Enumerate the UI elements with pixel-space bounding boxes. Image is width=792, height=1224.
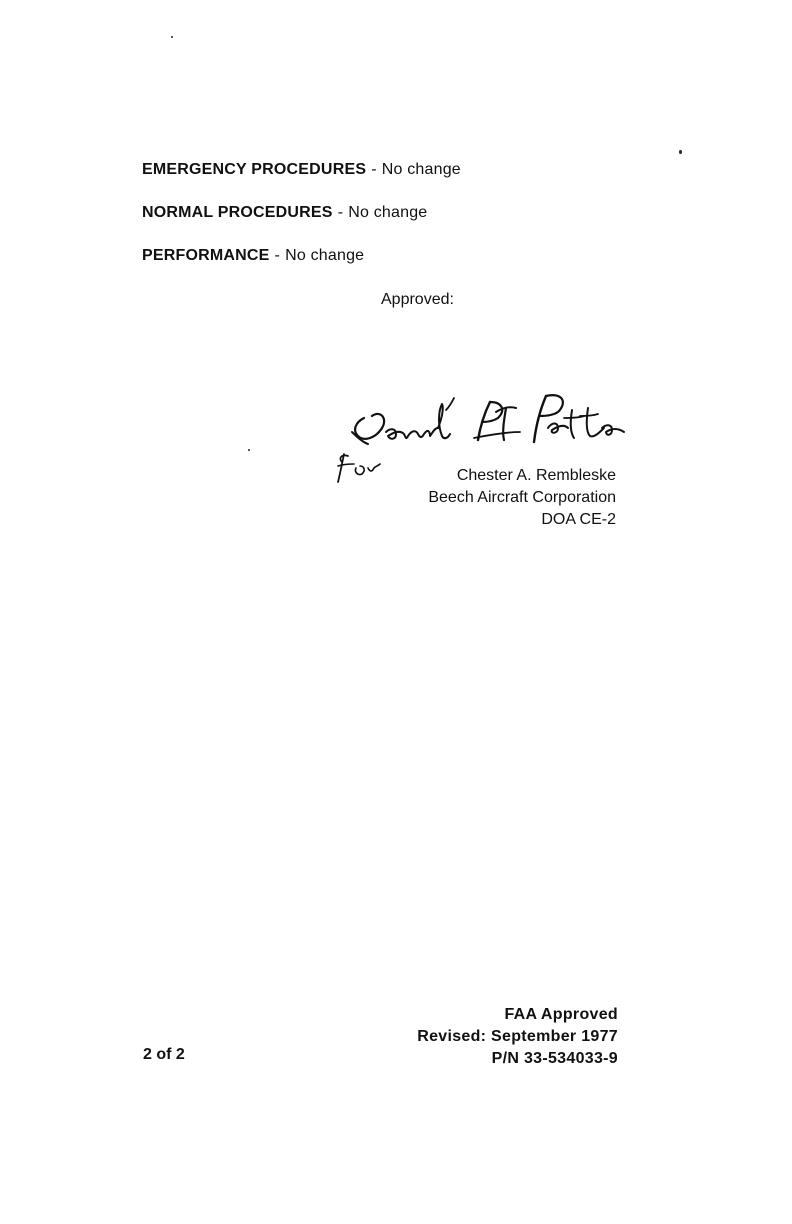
- designation: DOA CE-2: [541, 511, 616, 528]
- section-line-emergency: [142, 161, 461, 179]
- signatory-name: Chester A. Rembleske: [456, 467, 616, 484]
- section-status: No change: [348, 204, 428, 221]
- scan-speck: [248, 449, 250, 451]
- section-line-performance: [142, 247, 364, 265]
- section-status: No change: [381, 161, 461, 178]
- scan-speck: [679, 150, 682, 154]
- separator: -: [371, 161, 377, 178]
- section-heading: PERFORMANCE: [142, 247, 270, 264]
- separator: -: [337, 204, 344, 221]
- page-number: 2 of 2: [143, 1046, 185, 1063]
- company-name: Beech Aircraft Corporation: [428, 489, 616, 506]
- separator: -: [274, 247, 281, 264]
- revision-date: Revised: September 1977: [417, 1028, 618, 1045]
- section-status: No change: [285, 247, 365, 264]
- approved-label: Approved:: [381, 291, 454, 308]
- part-number: P/N 33-534033-9: [491, 1050, 618, 1067]
- section-heading: NORMAL PROCEDURES: [142, 204, 333, 221]
- scan-speck: [171, 36, 173, 38]
- section-heading: EMERGENCY PROCEDURES: [142, 161, 367, 178]
- section-line-normal: [142, 204, 427, 222]
- faa-approved-label: FAA Approved: [504, 1006, 618, 1023]
